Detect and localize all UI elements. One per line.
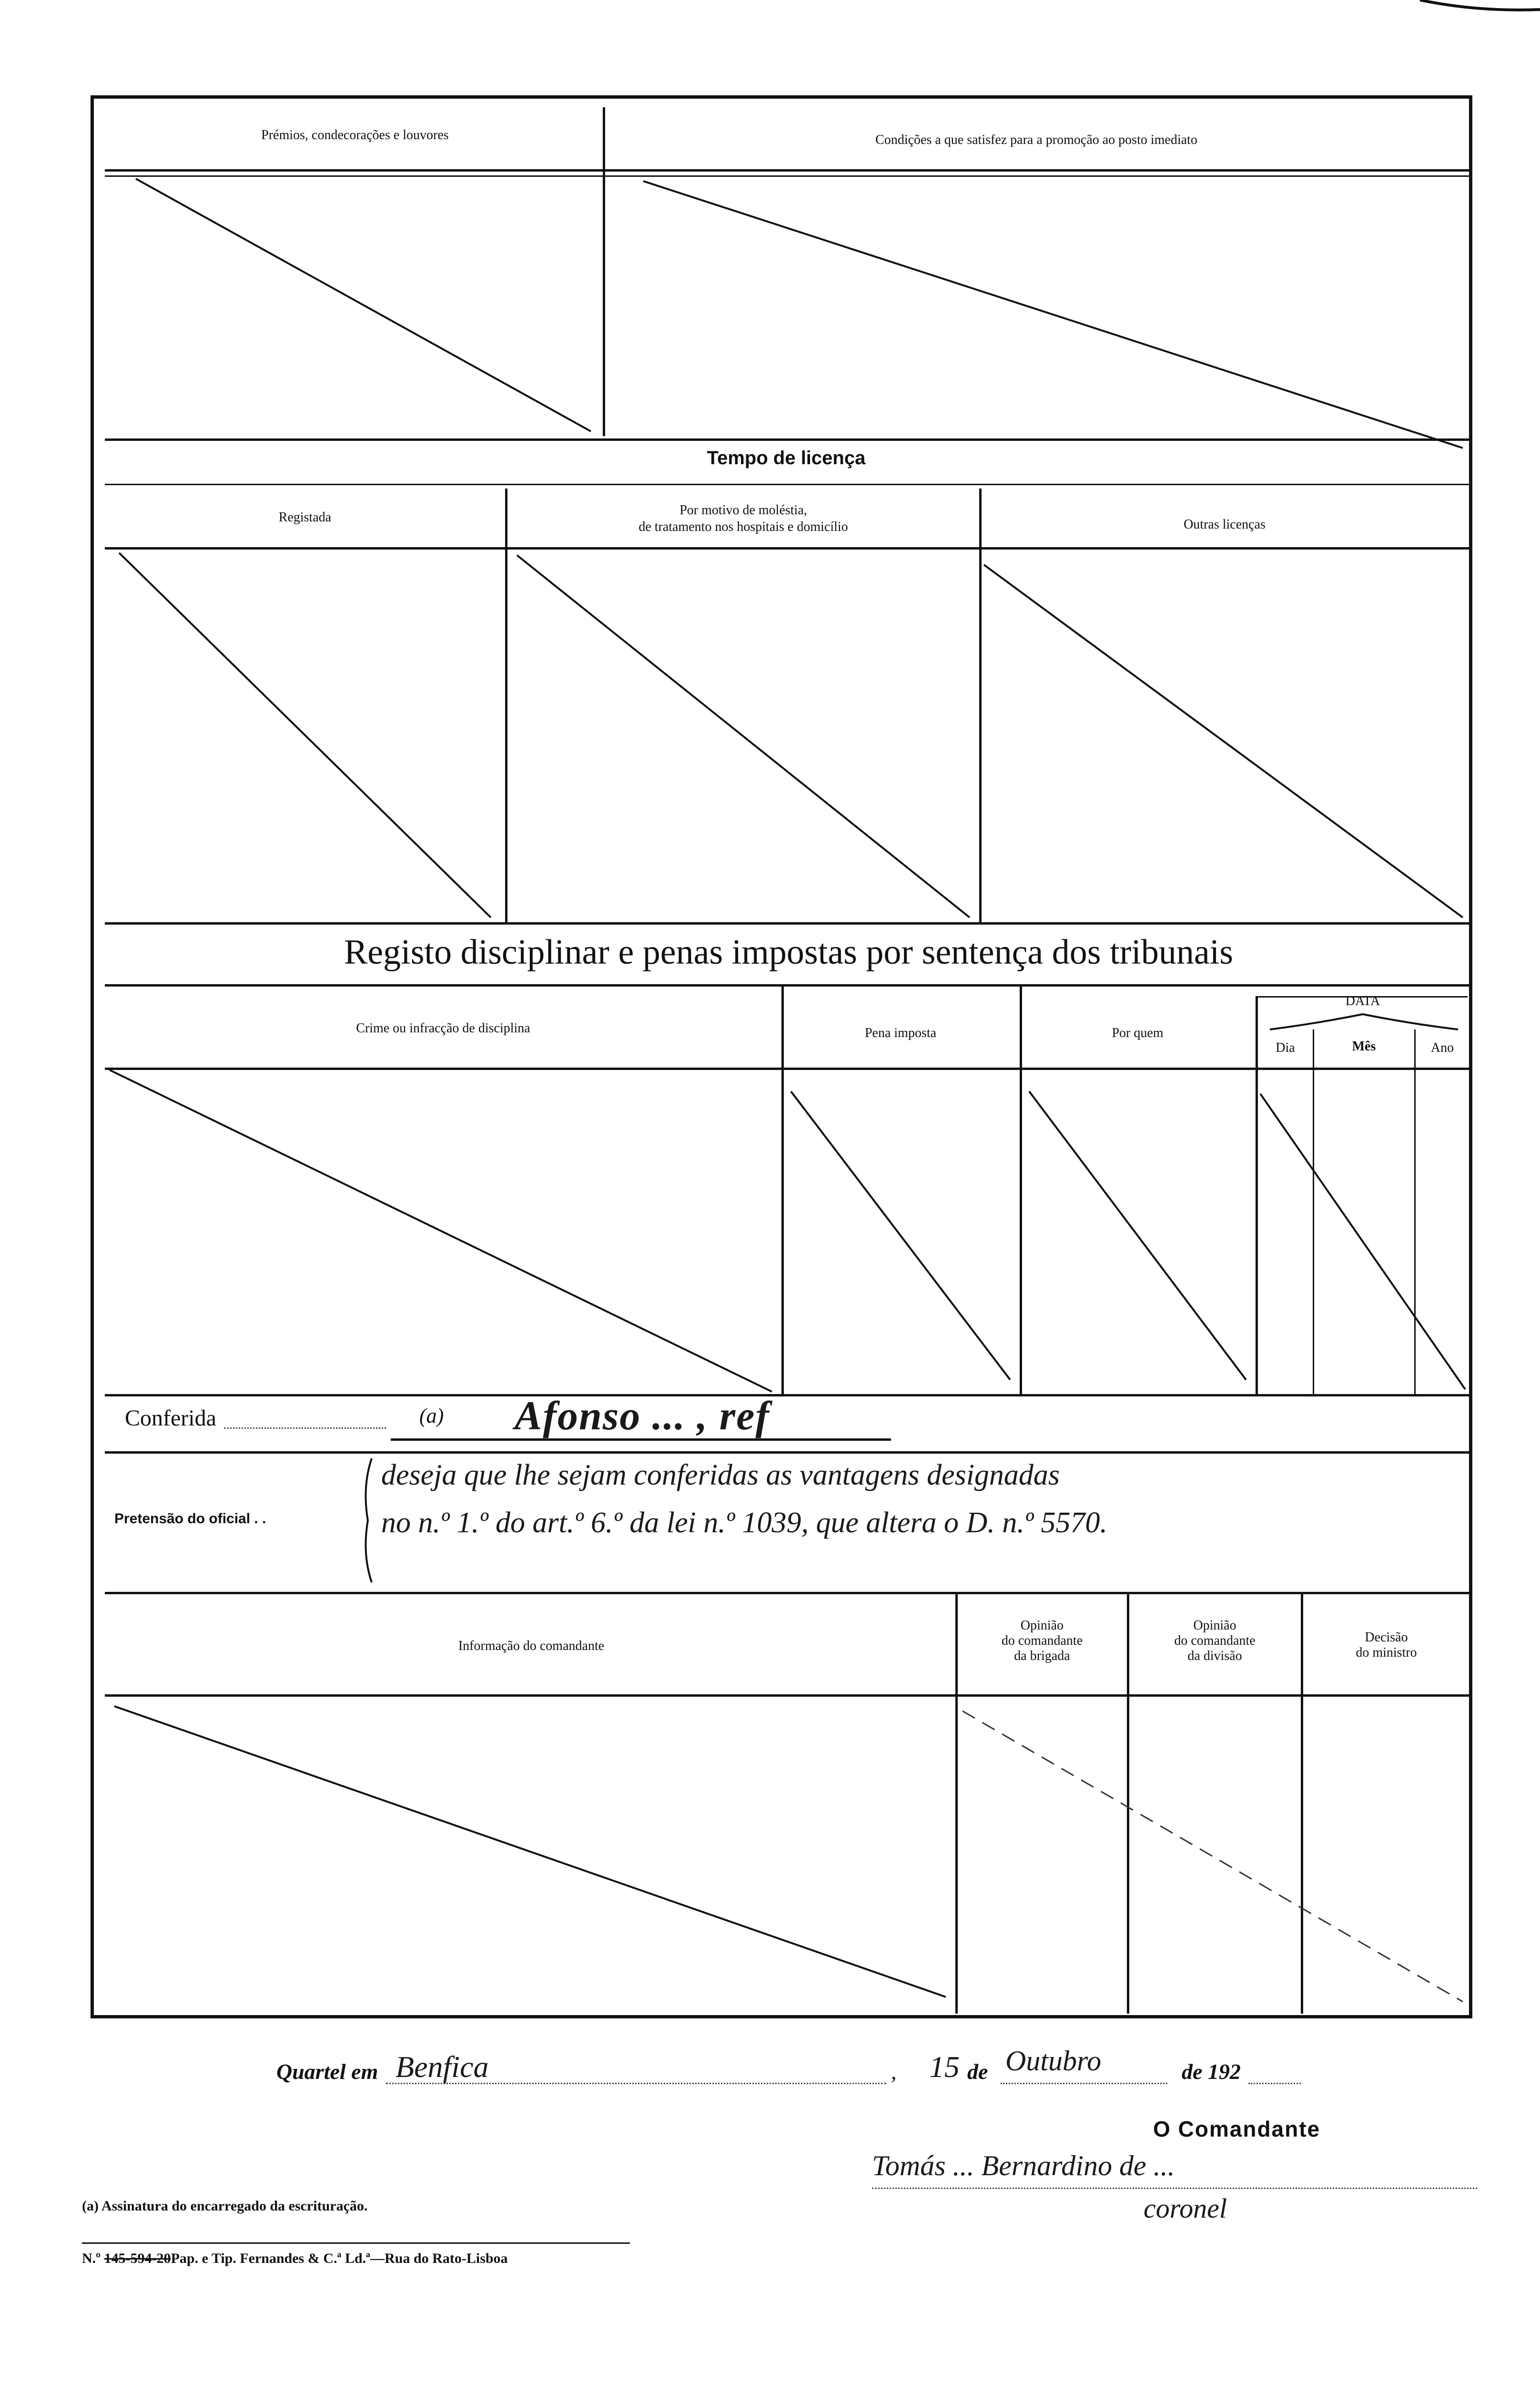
informacao-header: Informação do comandante [458,1639,605,1653]
conferida-label: Conferida [125,1405,216,1431]
quartel-place: Benfica [395,2050,489,2084]
decisao-header: Decisão do ministro [1356,1630,1417,1660]
dia-header: Dia [1276,1040,1295,1055]
crime-header: Crime ou infracção de disciplina [356,1021,530,1036]
mes-header: Mês [1352,1039,1376,1054]
premios-header: Prémios, condecorações e louvores [261,128,449,143]
pretensao-label: Pretensão do oficial . . [114,1511,266,1527]
outras-header: Outras licenças [1184,517,1266,532]
commander-title: O Comandante [1153,2117,1321,2141]
pretensao-line2: no n.º 1.º do art.º 6.º da lei n.º 1039, que altera o D. n.º 5570. [381,1507,1108,1539]
printer-struck: 145-594-20 [104,2251,171,2266]
divisao-header: Opinião do comandante da divisão [1174,1618,1256,1663]
commander-rank: coronel [1144,2193,1227,2224]
disciplinary-title: Registo disciplinar e penas impostas por sentença dos tribunais [344,933,1234,972]
de-1: de [967,2059,988,2084]
month: Outubro [1005,2045,1102,2077]
footnote: (a) Assinatura do encarregado da escrituração. [82,2198,368,2214]
printer-rest: Pap. e Tip. Fernandes & C.ª Ld.ª—Rua do Rato-Lisboa [171,2251,508,2266]
pretensao-line1: deseja que lhe sejam conferidas as vantagens designadas [381,1459,1060,1491]
condicoes-header: Condições a que satisfez para a promoção ao posto imediato [875,132,1197,147]
leave-title: Tempo de licença [707,448,866,468]
conferida-signature: Afonso ... , ref [515,1393,770,1438]
printer-prefix: N.º [82,2251,101,2266]
conferida-marker: (a) [419,1404,444,1427]
de-2-year: de 192 [1182,2059,1241,2084]
pena-header: Pena imposta [864,1026,937,1040]
ano-header: Ano [1430,1040,1454,1055]
comma: , [891,2059,897,2084]
molestia-header-line2: de tratamento nos hospitais e domicílio [638,519,848,534]
por-quem-header: Por quem [1112,1026,1164,1040]
data-header: DATA [1345,994,1380,1008]
quartel-label: Quartel em [276,2059,378,2084]
molestia-header-line1: Por motivo de moléstia, [679,503,807,518]
brigada-header: Opinião do comandante da brigada [1001,1618,1083,1663]
day: 15 [929,2050,960,2084]
commander-signature: Tomás ... Bernardino de ... [872,2150,1175,2181]
registada-header: Registada [278,510,332,525]
